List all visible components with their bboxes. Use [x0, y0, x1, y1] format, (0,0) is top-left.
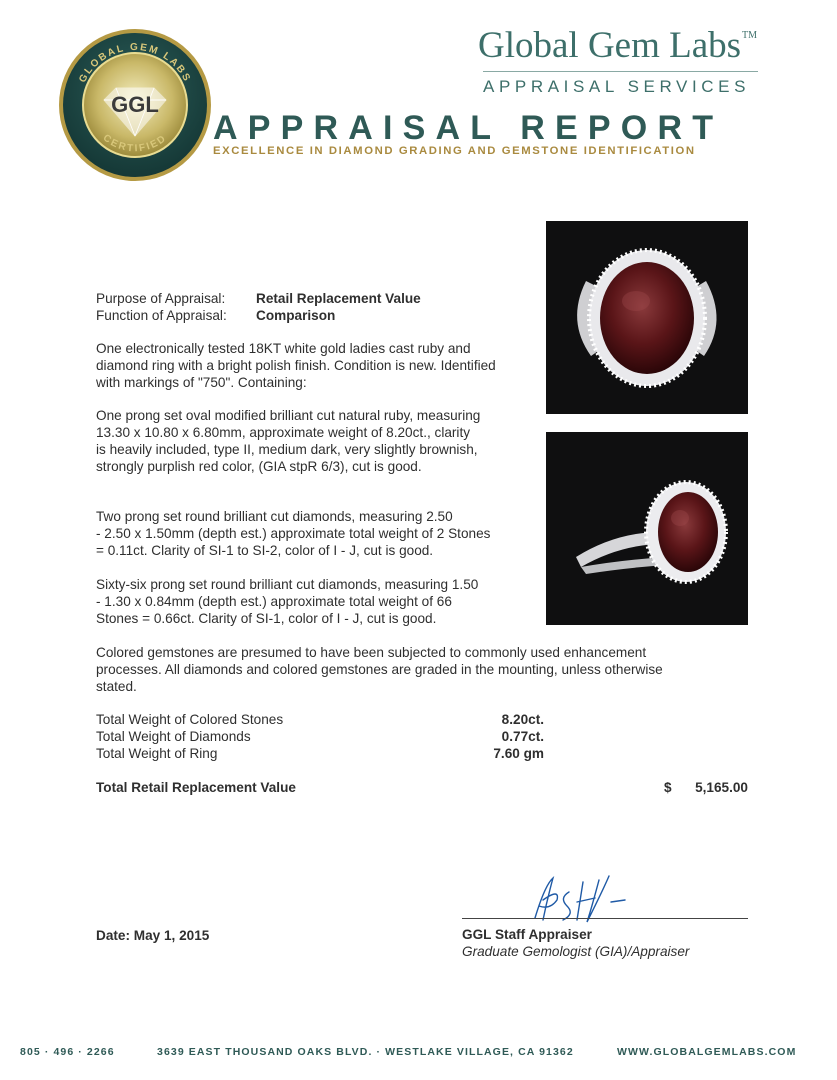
large-diamonds-description [96, 508, 536, 559]
total-amount: 5,165.00 [695, 780, 748, 795]
function-label: Function of Appraisal: [96, 308, 227, 323]
large-diamonds-line: - 2.50 x 1.50mm (depth est.) approximate total weight of 2 Stones [96, 526, 491, 541]
report-date: Date: May 1, 2015 [96, 928, 210, 943]
ring-description-line: One electronically tested 18KT white gold ladies cast ruby and [96, 341, 471, 356]
weights-table [96, 711, 544, 762]
large-diamonds-line: = 0.11ct. Clarity of SI-1 to SI-2, color of I - J, cut is good. [96, 543, 434, 558]
ruby-description-line: is heavily included, type II, medium dark, very slightly brownish, [96, 442, 478, 457]
seal-bottom-text: CERTIFIED [100, 132, 170, 155]
function-row [96, 307, 335, 324]
weight-value: 7.60 gm [493, 746, 544, 761]
small-diamonds-line: Sixty-six prong set round brilliant cut diamonds, measuring 1.50 [96, 577, 479, 592]
seal-center-text: GGL [111, 92, 159, 117]
ring-top-view-image [546, 221, 748, 414]
ruby-description-line: 13.30 x 10.80 x 6.80mm, approximate weight of 8.20ct., clarity [96, 425, 471, 440]
ring-photo-top [546, 221, 748, 414]
weight-row [96, 745, 544, 762]
total-currency: $ [664, 780, 672, 795]
total-label: Total Retail Replacement Value [96, 780, 296, 795]
disclaimer-line: stated. [96, 679, 137, 694]
purpose-row [96, 290, 421, 307]
function-value: Comparison [256, 308, 336, 323]
disclaimer [96, 644, 736, 695]
ring-description [96, 340, 536, 391]
signature-line [462, 918, 748, 919]
ring-description-line: with markings of "750". Containing: [96, 375, 307, 390]
small-diamonds-line: - 1.30 x 0.84mm (depth est.) approximate total weight of 66 [96, 594, 452, 609]
appraiser-credential: Graduate Gemologist (GIA)/Appraiser [462, 944, 690, 959]
seal-top-text: GLOBAL GEM LABS [77, 42, 193, 85]
ruby-description [96, 407, 536, 475]
trademark: TM [742, 30, 758, 41]
ring-photo-bottom [546, 432, 748, 625]
footer-phone: 805 · 496 · 2266 [20, 1046, 115, 1058]
weight-label: Total Weight of Colored Stones [96, 712, 284, 727]
purpose-label: Purpose of Appraisal: [96, 291, 226, 306]
report-title: APPRAISAL REPORT [213, 109, 724, 147]
report-tagline: EXCELLENCE IN DIAMOND GRADING AND GEMSTONE IDENTIFICATION [213, 145, 696, 157]
ruby-description-line: One prong set oval modified brilliant cut natural ruby, measuring [96, 408, 481, 423]
brand-subtitle: APPRAISAL SERVICES [483, 77, 751, 96]
disclaimer-line: processes. All diamonds and colored gemstones are graded in the mounting, unless otherwise [96, 662, 663, 677]
footer-website: WWW.GLOBALGEMLABS.COM [617, 1046, 797, 1058]
brand-divider [483, 71, 758, 72]
appraiser-signature [525, 870, 635, 925]
ring-angle-view-image [546, 432, 748, 625]
weight-value: 0.77ct. [501, 729, 544, 744]
weight-row [96, 711, 544, 728]
small-diamonds-line: Stones = 0.66ct. Clarity of SI-1, color of I - J, cut is good. [96, 611, 437, 626]
ring-description-line: diamond ring with a bright polish finish. Condition is new. Identified [96, 358, 496, 373]
weight-label: Total Weight of Ring [96, 746, 218, 761]
small-diamonds-description [96, 576, 536, 627]
purpose-value: Retail Replacement Value [256, 291, 421, 306]
footer-address: 3639 EAST THOUSAND OAKS BLVD. · WESTLAKE VILLAGE, CA 91362 [157, 1046, 574, 1058]
ggl-certified-seal [58, 28, 212, 182]
large-diamonds-line: Two prong set round brilliant cut diamonds, measuring 2.50 [96, 509, 453, 524]
brand-name-text: Global Gem Labs [478, 25, 742, 66]
brand-name [478, 24, 757, 67]
appraiser-name: GGL Staff Appraiser [462, 927, 592, 942]
weight-label: Total Weight of Diamonds [96, 729, 251, 744]
disclaimer-line: Colored gemstones are presumed to have been subjected to commonly used enhancement [96, 645, 647, 660]
weight-row [96, 728, 544, 745]
weight-value: 8.20ct. [501, 712, 544, 727]
ruby-description-line: strongly purplish red color, (GIA stpR 6/3), cut is good. [96, 459, 422, 474]
